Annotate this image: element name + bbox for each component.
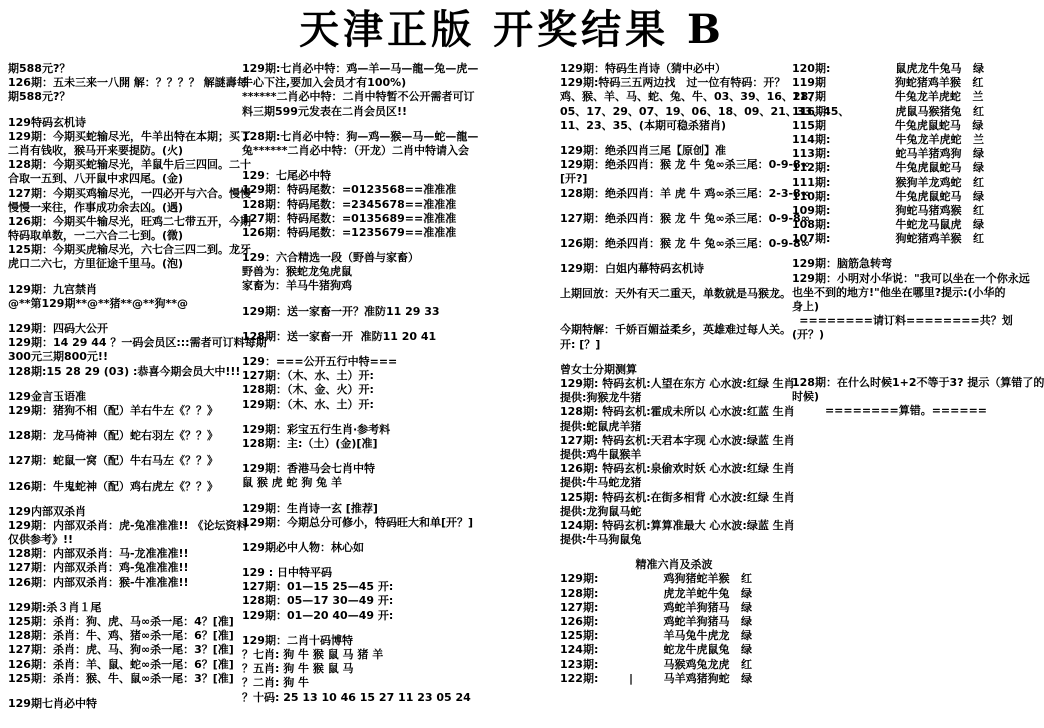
text-line: 112期: 牛兔虎鼠蛇马 绿 xyxy=(792,161,984,175)
text-line: (开？) xyxy=(792,328,825,342)
spacer xyxy=(560,301,788,312)
text-line: 二肖有钱收，猴马开来要提防。(火) xyxy=(8,143,184,157)
column-4 xyxy=(792,62,1044,418)
text-line: 128期：绝杀四肖：羊 虎 牛 鸡∞杀三尾：2-3-8∞ xyxy=(560,186,810,200)
spacer xyxy=(8,469,230,480)
text-line: 126期: 特码玄机:泉偷欢时妖 心水波:红绿 生肖 xyxy=(560,462,795,476)
text-line: 129 : 日中特平码 xyxy=(242,566,333,580)
text-line: 129期：九宫禁肖 xyxy=(8,282,97,296)
text-line: 虎口二六七，方里征途千里马。(泡) xyxy=(8,257,184,271)
spacer xyxy=(8,379,230,390)
text-line: 129期：内部双杀肖：虎-兔准准准!! 《论坛资料 xyxy=(8,518,248,532)
spacer xyxy=(242,319,466,330)
text-line: 129期：送一家畜一开？准防11 29 33 xyxy=(242,304,440,318)
text-line: 特码取单数，一二六合二七到。(微) xyxy=(8,229,184,243)
column-1 xyxy=(8,62,267,711)
spacer xyxy=(8,418,230,429)
text-line: 129：六合精选一段（野兽与家畜） xyxy=(242,251,419,265)
text-line: 124期: 特码玄机:算算准最大 心水波:绿蓝 生肖 xyxy=(560,518,795,532)
text-line: 129期：四码大公开 xyxy=(8,322,108,335)
text-line: 122期: | 马羊鸡猪狗蛇 绿 xyxy=(560,671,753,685)
spacer xyxy=(560,547,788,558)
text-line: 108期: 牛蛇龙马鼠虎 绿 xyxy=(792,218,984,232)
text-line: 300元三期800元!! xyxy=(8,350,108,364)
text-line: 127期：杀肖：虎、马、狗∞杀一尾：3？[准] xyxy=(8,643,234,657)
text-line: 曾女士分期测算 xyxy=(560,362,637,376)
text-line: ========请订料========共？划 xyxy=(799,314,1013,328)
spacer xyxy=(242,240,466,251)
spacer xyxy=(242,344,466,355)
text-line: 家畜为：羊马牛猪狗鸡 xyxy=(242,279,352,293)
text-line: 提供:鸡牛鼠猴羊 xyxy=(560,447,642,461)
text-line: [开?] xyxy=(560,172,588,186)
text-line: 129期：小明对小华说："我可以坐在一个你永远 xyxy=(792,271,1030,285)
text-line: 129期七肖必中特 xyxy=(8,696,97,710)
text-line: 129期：脑筋急转弯 xyxy=(792,257,892,271)
text-line: 128期：主:（土）(金)[准] xyxy=(242,436,378,450)
spacer xyxy=(560,201,788,212)
text-line: 提供:蛇鼠虎羊猪 xyxy=(560,419,642,433)
text-line: 129金言玉语准 xyxy=(8,389,86,403)
text-line: 129期: 特码玄机:人望在东方 心水波:红绿 生肖 xyxy=(560,377,795,390)
spacer xyxy=(242,412,466,423)
text-line: 128期：杀肖：牛、鸡、猪∞杀一尾：6？[准] xyxy=(8,629,234,643)
text-line: 125期: 羊马兔牛虎龙 绿 xyxy=(560,629,752,643)
text-line: 126期：内部双杀肖：猴-牛准准准!! xyxy=(8,575,189,589)
spacer xyxy=(560,251,788,262)
text-line: 上期回放：天外有天二重天，单数就是马猴龙。 xyxy=(560,287,791,301)
text-line: 107期: 狗蛇猪鸡羊猴 红 xyxy=(792,232,984,246)
text-line: 129期:特码三五两边找 过一位有特码：开？ xyxy=(560,76,786,90)
text-line: 129期：香港马会七肖中特 xyxy=(242,462,375,476)
text-line: 125期：杀肖：猴、牛、鼠∞杀一尾：3？[准] xyxy=(8,671,234,685)
text-line: ？二肖: 狗 牛 xyxy=(242,676,310,690)
text-line: 129期：今期总分可修小，特码旺大和单[开？] xyxy=(242,515,474,529)
text-line: 126期：杀肖：羊、鼠、蛇∞杀一尾：6？[准] xyxy=(8,657,234,671)
spacer xyxy=(560,276,788,287)
page-title: 天津正版 开奖结果 B xyxy=(299,6,725,53)
text-line: 128期：送一家畜一开 准防11 20 41 xyxy=(242,329,437,343)
text-line: 126期：今期买牛输尽光，旺鸡二七带五开，今期 xyxy=(8,214,251,228)
text-line: 116期: 虎鼠马猴猪兔 红 xyxy=(792,104,984,118)
text-line: 128期: 虎龙羊蛇牛兔 绿 xyxy=(560,586,752,600)
text-line: 109期: 狗蛇马猪鸡猴 红 xyxy=(792,203,984,217)
spacer xyxy=(792,365,1020,376)
text-line: 鼠 猴 虎 蛇 狗 兔 羊 xyxy=(242,476,342,490)
spacer xyxy=(560,133,788,144)
spacer xyxy=(792,354,1020,365)
spacer xyxy=(242,530,466,541)
text-line: 今期特解：千娇百媚益柔乡，英雄难过每人关。 xyxy=(560,323,791,337)
text-line: 120期: 鼠虎龙牛兔马 绿 xyxy=(792,62,984,75)
spacer xyxy=(242,119,466,130)
text-line: 身上) xyxy=(792,300,820,313)
text-line: 129期：（木、水、土）开: xyxy=(242,397,374,411)
text-line: 129期：生肖诗一玄 [推荐] xyxy=(242,501,378,515)
spacer xyxy=(242,158,466,169)
spacer xyxy=(8,494,230,505)
spacer xyxy=(242,623,466,634)
text-line: 127期: 特码玄机:天君本字现 心水波:绿蓝 生肖 xyxy=(560,433,795,447)
text-line: 125期：杀肖：狗、虎、马∞杀一尾：4？[准] xyxy=(8,615,234,628)
text-line: 129期：二肖十码博特 xyxy=(242,633,353,647)
text-line: 128期：在什么时候1+2不等于3? 提示（算错了的 xyxy=(792,375,1044,389)
text-line: 精准六肖及杀波 xyxy=(635,558,713,572)
text-line: 期588元?？ xyxy=(8,62,71,75)
text-line: 123期: 马猴鸡兔龙虎 红 xyxy=(560,657,752,671)
text-line: 126期: 鸡蛇羊狗猪马 绿 xyxy=(560,615,752,628)
text-line: 牛心下注,要加入会员才有100%) xyxy=(242,76,407,90)
text-line: 127期: 鸡蛇羊狗猪马 绿 xyxy=(560,600,752,614)
text-line: 126期：绝杀四肖：猴 龙 牛 兔∞杀三尾：0-9-8∞ xyxy=(560,236,810,250)
text-line: @**第129期**@**猪**@**狗**@ xyxy=(8,296,188,310)
text-line: 129期：绝杀四肖：猴 龙 牛 兔∞杀三尾：0-9-8∞ xyxy=(560,158,810,172)
text-line: 129期：14 29 44 ？一码会员区:::需者可订料每期 xyxy=(8,336,267,350)
text-line: 110期: 牛兔虎鼠蛇马 绿 xyxy=(792,189,984,203)
text-line: 兔******二肖必中特：（开龙）二肖中特请入会 xyxy=(242,143,470,157)
text-line: 128期：（木、金、火）开: xyxy=(242,383,374,397)
text-line: 提供:牛马狗鼠兔 xyxy=(560,533,642,547)
text-line: 仅供参考》!! xyxy=(8,533,74,547)
text-line: 时候) xyxy=(792,389,820,403)
text-line: 开: [？] xyxy=(560,337,601,351)
text-line: ？十码: 25 13 10 46 15 27 11 23 05 24 xyxy=(242,690,471,704)
text-line: 127期：内部双杀肖：鸡-兔准准准!! xyxy=(8,561,189,575)
text-line: 128期：今期买蛇输尽光，羊鼠牛后三四回。二十 xyxy=(8,158,251,172)
spacer xyxy=(560,226,788,237)
text-line: 115期 牛兔虎鼠蛇马 绿 xyxy=(792,118,984,132)
text-line: ？五肖: 狗 牛 猴 鼠 马 xyxy=(242,662,354,676)
text-line: 125期: 特码玄机:在街多相背 心水波:红绿 生肖 xyxy=(560,490,795,504)
spacer xyxy=(8,443,230,454)
text-line: 提供:牛马蛇龙猪 xyxy=(560,476,642,490)
text-line: 127期：01—15 25—45 开: xyxy=(242,580,394,594)
text-line: 128期: 特码玄机:霍成未所以 心水波:红蓝 生肖 xyxy=(560,405,795,419)
text-line: 慢慢一来往，作事成功余去凶。(遇) xyxy=(8,200,184,214)
text-line: 料三期599元发表在二肖会员区!! xyxy=(242,104,407,118)
text-line: 也坐不到的地方!"他坐在哪里?提示:(小华的 xyxy=(792,285,1006,299)
text-line: 野兽为：猴蛇龙兔虎鼠 xyxy=(242,265,352,279)
spacer xyxy=(242,294,466,305)
text-line: ******二肖必中特：二肖中特暂不公开需者可订 xyxy=(242,90,475,104)
text-line: 127期：蛇鼠一窝（配）牛右马左《？？》 xyxy=(8,454,218,468)
text-line: 129期必中人物：林心如 xyxy=(242,540,364,554)
text-line: 124期: 蛇龙牛虎鼠兔 绿 xyxy=(560,643,752,657)
text-line: 128期:七肖必中特：狗—鸡—猴—马—蛇—龍— xyxy=(242,129,479,143)
text-line: 129期：猪狗不相（配）羊右牛左《？？》 xyxy=(8,403,218,417)
spacer xyxy=(8,686,230,697)
text-line: 鸡、猴、羊、马、蛇、兔、牛、03、39、16、28、 xyxy=(560,90,820,104)
text-line: 128期：内部双杀肖：马-龙准准准!! xyxy=(8,547,189,561)
spacer xyxy=(792,343,1020,354)
text-line: 128期：05—17 30—49 开: xyxy=(242,594,394,608)
text-line: 129期：绝杀四肖三尾【原创】准 xyxy=(560,143,726,157)
text-line: 129期: 鸡狗猪蛇羊猴 红 xyxy=(560,572,752,586)
spacer xyxy=(242,451,466,462)
text-line: 126期：牛鬼蛇神（配）鸡右虎左《？？》 xyxy=(8,479,218,493)
spacer xyxy=(8,272,230,283)
text-line: 126期：特码尾数：=1235679==准准准 xyxy=(242,225,457,239)
text-line: 126期：五未三来一八開 解：？？？？ 解謎壽每 xyxy=(8,76,248,90)
text-line: 128期:15 28 29 (03) :恭喜今期会员大中!!! xyxy=(8,364,241,378)
text-line: 129期:七肖必中特：鸡—羊—马—龍—兔—虎— xyxy=(242,62,479,75)
text-line: 129期：彩宝五行生肖·参考料 xyxy=(242,422,391,436)
text-line: 129：七尾必中特 xyxy=(242,169,331,183)
text-line: 05、17、29、07、19、06、18、09、21、33、45、 xyxy=(560,104,850,118)
spacer xyxy=(8,311,230,322)
text-line: 129期：今期买蛇输尽光，牛羊出特在本期；买了 xyxy=(8,129,251,143)
spacer xyxy=(8,105,230,116)
spacer xyxy=(8,590,230,601)
text-line: 129：===公开五行中特=== xyxy=(242,355,398,368)
text-line: 11、23、35、(本期可稳杀猪肖) xyxy=(560,118,726,132)
text-line: 129期:杀３肖１尾 xyxy=(8,600,102,614)
text-line: 113期: 蛇马羊猪鸡狗 绿 xyxy=(792,147,984,161)
spacer xyxy=(560,312,788,323)
text-line: 114期: 牛兔龙羊虎蛇 兰 xyxy=(792,132,984,146)
text-line: 提供:狗猴龙牛猪 xyxy=(560,391,642,405)
text-line: 129期：特码生肖诗（猜中必中） xyxy=(560,62,726,75)
text-line: 117期 牛兔龙羊虎蛇 兰 xyxy=(792,90,984,104)
text-line: 125期：今期买虎输尽光，六七合三四二到。龙牙 xyxy=(8,243,251,257)
text-line: 合取一五到、八开鼠中求四尾。(金) xyxy=(8,172,184,186)
text-line: 127期：今期买鸡输尽光，一四必开与六合。慢慢 xyxy=(8,186,251,200)
text-line: 期588元?？ xyxy=(8,90,71,104)
text-line: ？七肖: 狗 牛 猴 鼠 马 猪 羊 xyxy=(242,648,384,661)
text-line: 129特码玄机诗 xyxy=(8,115,86,129)
text-line: 提供:龙狗鼠马蛇 xyxy=(560,504,642,518)
spacer xyxy=(792,246,1020,257)
column-2 xyxy=(242,62,479,705)
text-line: 127期：绝杀四肖：猴 龙 牛 兔∞杀三尾：0-9-8∞ xyxy=(560,211,810,225)
text-line: 128期：特码尾数：=2345678==准准准 xyxy=(242,197,457,211)
spacer xyxy=(242,491,466,502)
text-line: ========算错。====== xyxy=(824,403,988,417)
text-line: 127期：特码尾数：=0135689==准准准 xyxy=(242,211,457,225)
text-line: 111期: 猴狗羊龙鸡蛇 红 xyxy=(792,175,984,189)
text-line: 129期：01—20 40—49 开: xyxy=(242,608,394,622)
text-line: 129内部双杀肖 xyxy=(8,504,86,518)
spacer xyxy=(560,352,788,363)
text-line: 129期：白姐内幕特码玄机诗 xyxy=(560,262,704,276)
text-line: 129期：特码尾数：=0123568==准准准 xyxy=(242,183,457,197)
text-line: 119期 狗蛇猪鸡羊猴 红 xyxy=(792,76,984,90)
text-line: 128期：龙马倚神（配）蛇右羽左《？？》 xyxy=(8,429,218,443)
text-line: 127期：（木、水、土）开: xyxy=(242,369,374,383)
spacer xyxy=(242,555,466,566)
